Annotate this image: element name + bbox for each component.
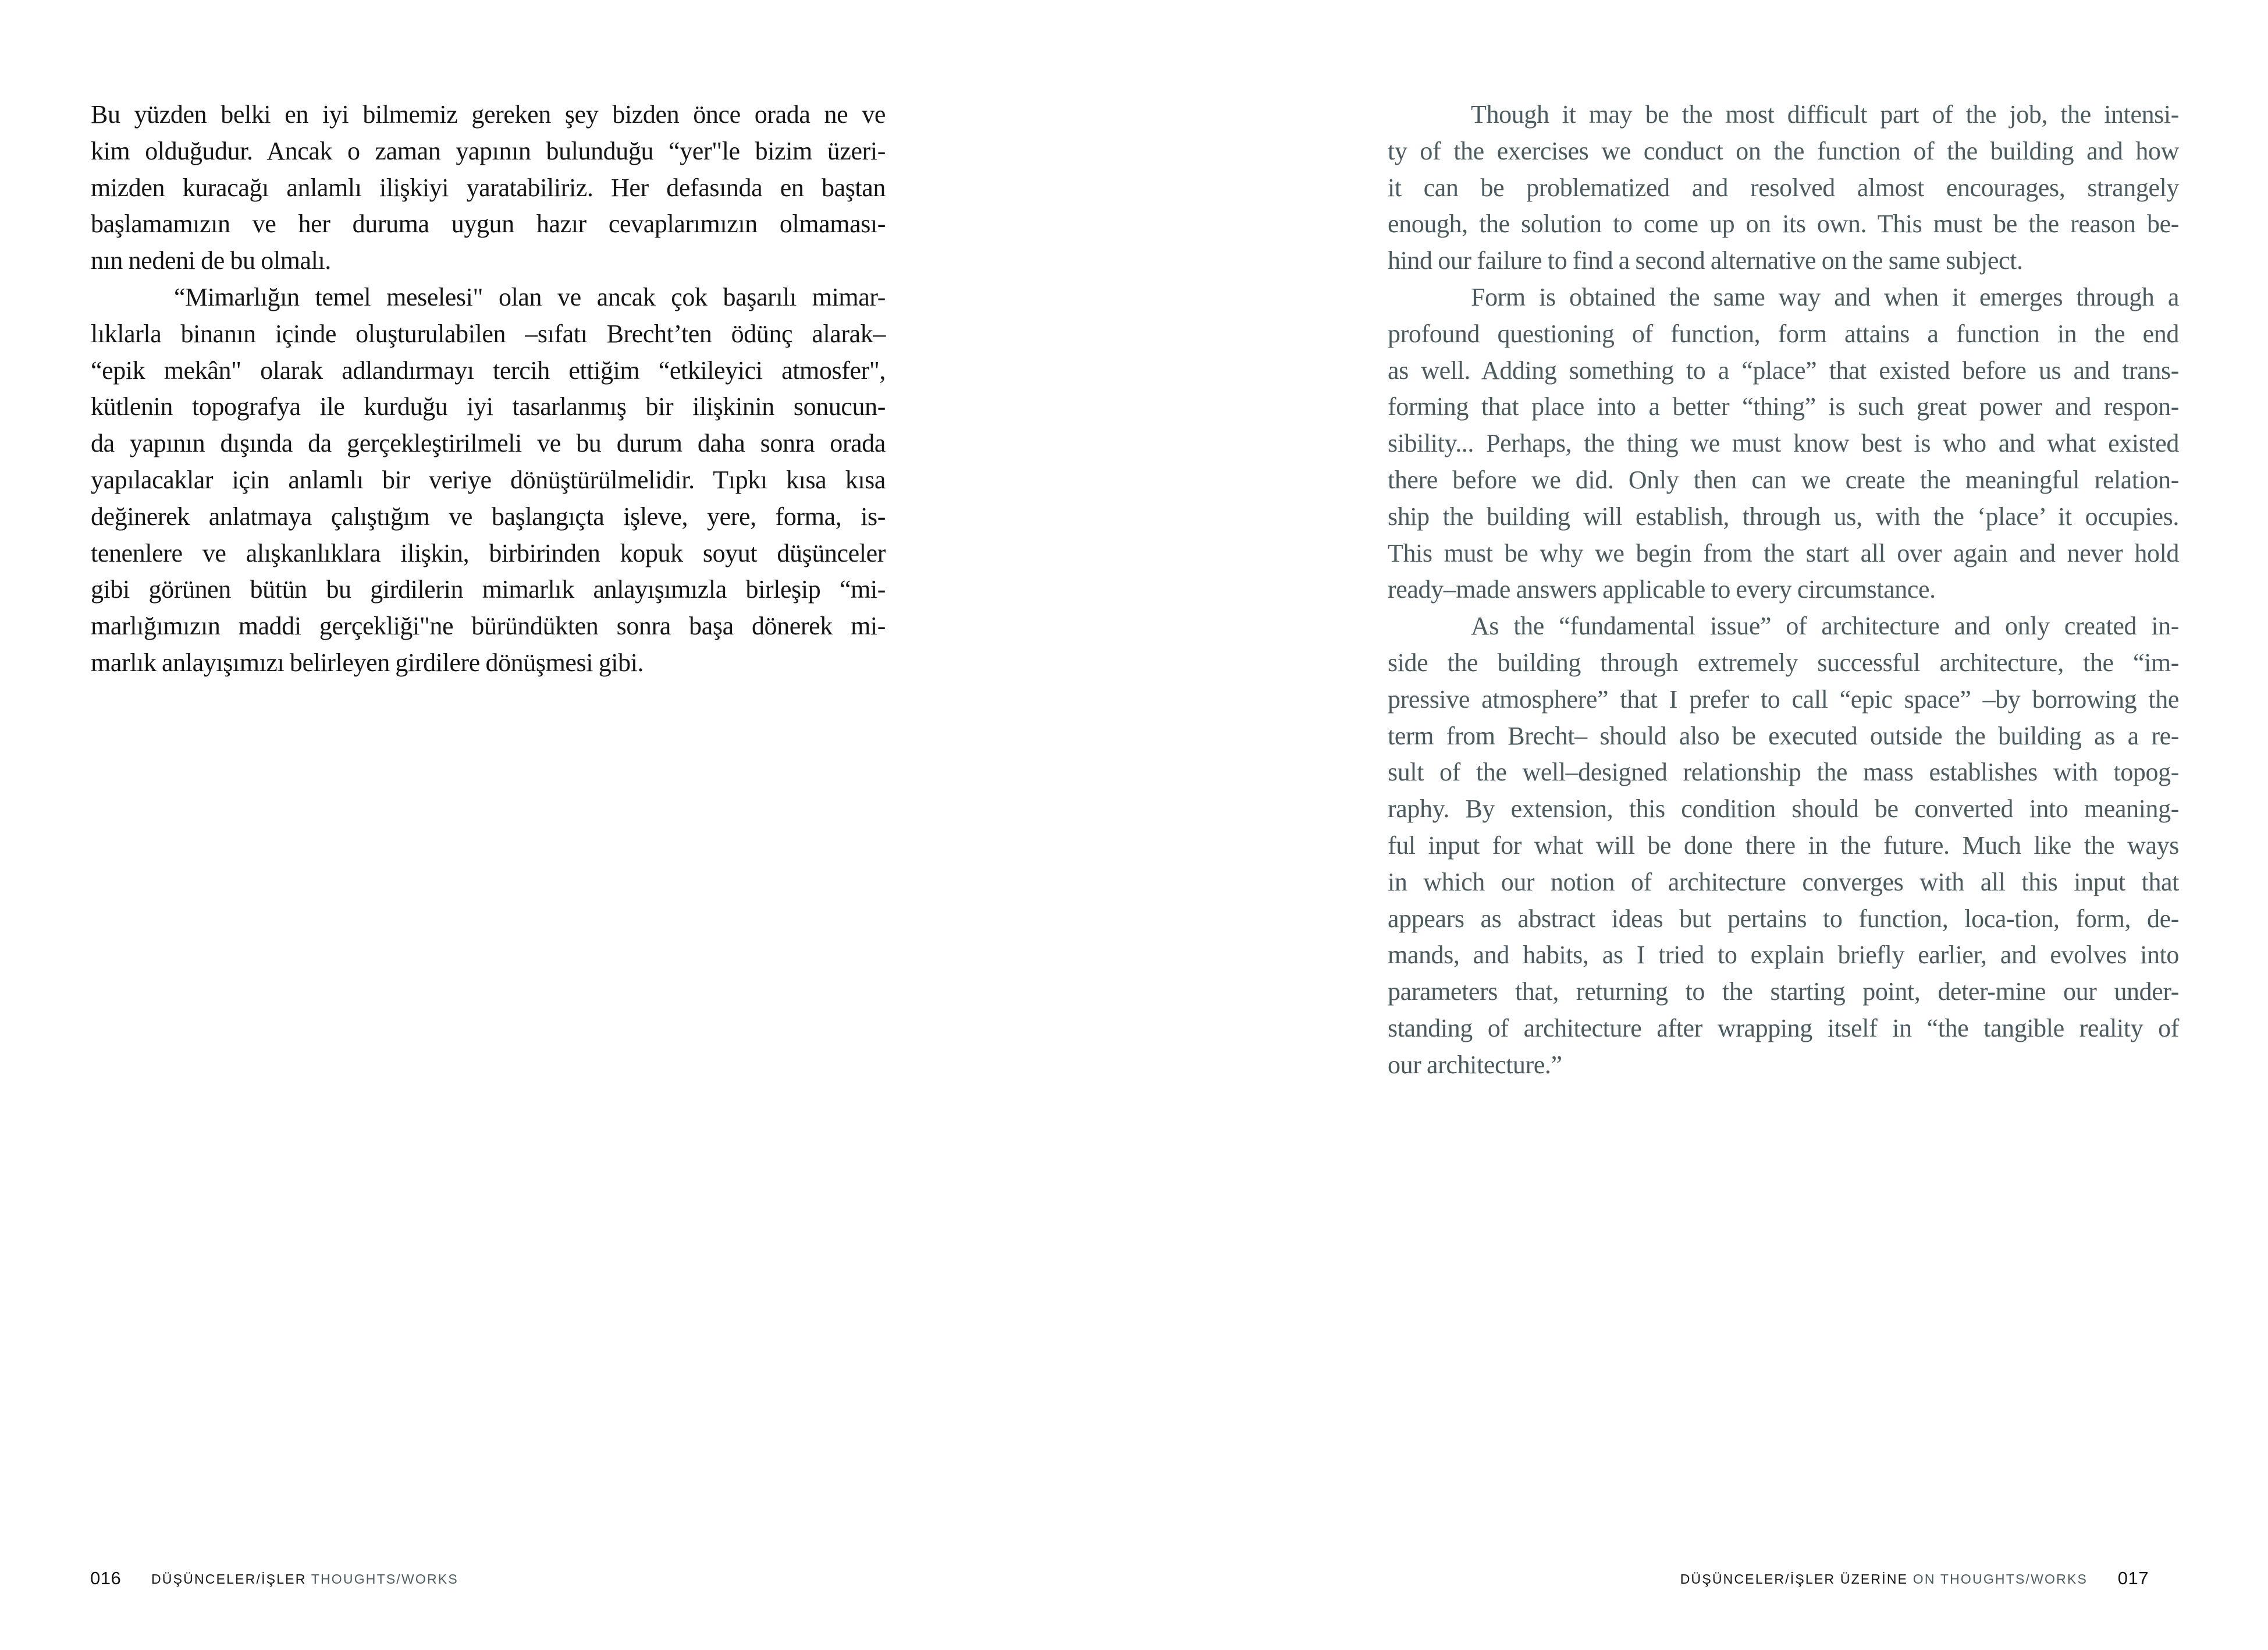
english-text-column: [1388, 97, 2179, 1084]
running-head-left: [151, 1571, 458, 1587]
text-line: As the “fundamental issue” of architecture and only created in-: [1471, 612, 2179, 641]
text-line: as well. Adding something to a “place” that existed before us and trans-: [1388, 356, 2179, 385]
text-line: da yapının dışında da gerçekleştirilmeli ve bu durum daha sonra orada: [91, 429, 886, 458]
text-line: yapılacaklar için anlamlı bir veriye dönüştürülmelidir. Tıpkı kısa kısa: [91, 465, 886, 494]
text-line: tenenlere ve alışkanlıklara ilişkin, birbirinden kopuk soyut düşünceler: [91, 538, 886, 567]
text-line: marlığımızın maddi gerçekliği"ne büründükten sonra başa dönerek mi-: [91, 612, 886, 641]
text-line: pressive atmosphere” that I prefer to call “epic space” –by borrowing the: [1388, 684, 2179, 714]
text-line: marlık anlayışımızı belirleyen girdilere dönüşmesi gibi.: [91, 648, 644, 677]
text-line: This must be why we begin from the start all over again and never hold: [1388, 538, 2179, 567]
text-line: forming that place into a better “thing” is such great power and respon-: [1388, 392, 2179, 421]
text-line: appears as abstract ideas but pertains to function, loca-tion, form, de-: [1388, 904, 2179, 933]
page-number-left: 016: [90, 1568, 122, 1588]
running-head-right: [1680, 1571, 2088, 1587]
text-line: term from Brecht– should also be executed outside the building as a re-: [1388, 721, 2179, 750]
text-line: parameters that, returning to the starting point, deter-mine our under-: [1388, 977, 2179, 1006]
running-head-turkish: DÜŞÜNCELER/İŞLER: [151, 1571, 307, 1587]
text-line: gibi görünen bütün bu girdilerin mimarlık anlayışımızla birleşip “mi-: [91, 575, 886, 604]
turkish-text-column: [91, 97, 886, 682]
text-line: ready–made answers applicable to every circumstance.: [1388, 575, 1936, 604]
right-page: [1134, 0, 2268, 1650]
text-line: değinerek anlatmaya çalıştığım ve başlangıçta işleve, yere, forma, is-: [91, 502, 886, 531]
text-line: in which our notion of architecture converges with all this input that: [1388, 867, 2179, 896]
running-head-english: THOUGHTS/WORKS: [311, 1571, 458, 1587]
text-line: mands, and habits, as I tried to explain briefly earlier, and evolves into: [1388, 941, 2179, 970]
text-line: side the building through extremely successful architecture, the “im-: [1388, 648, 2179, 677]
text-line: kütlenin topografya ile kurduğu iyi tasarlanmış bir ilişkinin sonucun-: [91, 392, 886, 421]
text-line: sult of the well–designed relationship the mass establishes with topog-: [1388, 758, 2179, 787]
paragraph: [91, 279, 886, 682]
text-line: Though it may be the most difficult part of the job, the intensi-: [1471, 100, 2179, 129]
running-head-english: ON THOUGHTS/WORKS: [1912, 1571, 2088, 1587]
paragraph: [1388, 97, 2179, 279]
text-line: ship the building will establish, through us, with the ‘place’ it occupies.: [1388, 502, 2179, 531]
paragraph: [1388, 279, 2179, 608]
text-line: “Mimarlığın temel meselesi" olan ve ancak çok başarılı mimar-: [174, 282, 886, 311]
text-line: raphy. By extension, this condition should be converted into meaning-: [1388, 794, 2179, 824]
text-line: Bu yüzden belki en iyi bilmemiz gereken şey bizden önce orada ne ve: [91, 100, 886, 129]
text-line: our architecture.”: [1388, 1050, 1562, 1079]
text-line: kim olduğudur. Ancak o zaman yapının bulunduğu “yer"le bizim üzeri-: [91, 136, 886, 165]
text-line: enough, the solution to come up on its own. This must be the reason be-: [1388, 210, 2179, 239]
text-line: nın nedeni de bu olmalı.: [91, 246, 331, 275]
paragraph: [91, 97, 886, 279]
text-line: başlamamızın ve her duruma uygun hazır cevaplarımızın olmaması-: [91, 210, 886, 239]
text-line: lıklarla binanın içinde oluşturulabilen –sıfatı Brecht’ten ödünç alarak–: [91, 319, 886, 348]
text-line: profound questioning of function, form attains a function in the end: [1388, 319, 2179, 348]
text-line: it can be problematized and resolved almost encourages, strangely: [1388, 173, 2179, 202]
text-line: Form is obtained the same way and when it emerges through a: [1471, 282, 2179, 311]
page-number-right: 017: [2117, 1568, 2149, 1588]
running-head-turkish: DÜŞÜNCELER/İŞLER ÜZERİNE: [1680, 1571, 1908, 1587]
text-line: sibility... Perhaps, the thing we must know best is who and what existed: [1388, 429, 2179, 458]
text-line: ty of the exercises we conduct on the function of the building and how: [1388, 136, 2179, 165]
text-line: standing of architecture after wrapping itself in “the tangible reality of: [1388, 1013, 2179, 1042]
text-line: “epik mekân" olarak adlandırmayı tercih ettiğim “etkileyici atmosfer",: [91, 356, 886, 385]
text-line: ful input for what will be done there in the future. Much like the ways: [1388, 831, 2179, 860]
paragraph: [1388, 608, 2179, 1083]
text-line: there before we did. Only then can we create the meaningful relation-: [1388, 465, 2179, 494]
text-line: mizden kuracağı anlamlı ilişkiyi yaratabiliriz. Her defasında en baştan: [91, 173, 886, 202]
text-line: hind our failure to find a second alternative on the same subject.: [1388, 246, 2023, 275]
